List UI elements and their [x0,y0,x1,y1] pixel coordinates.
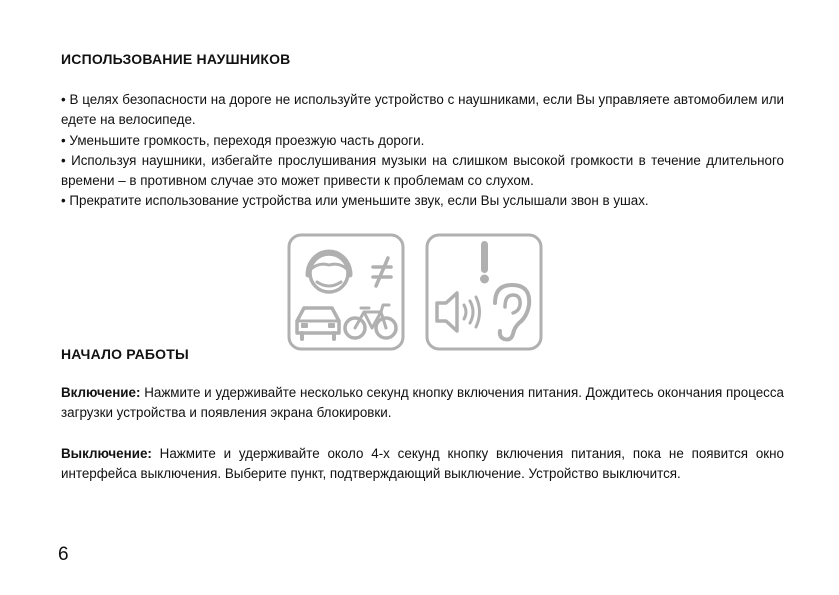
section-title-headphones: ИСПОЛЬЗОВАНИЕ НАУШНИКОВ [61,51,291,67]
power-off-paragraph [61,444,784,485]
power-on-paragraph [61,383,784,424]
bullet-item: • Прекратите использование устройства или уменьшите звук, если Вы услышали звон в ушах. [61,193,649,209]
bullet-item: • Уменьшите громкость, переходя проезжую часть дороги. [61,132,425,148]
power-off-label: Выключение: [61,446,152,461]
safety-bullet-list [61,90,784,212]
bullet-item: • В целях безопасности на дороге не используйте устройство с наушниками, если Вы управляете автомобилем или едете на велосипеде. [61,92,784,128]
headphones-not-while-driving-icon [287,233,405,356]
page-number: 6 [58,544,69,565]
power-on-text: Нажмите и удерживайте несколько секунд кнопку включения питания. Дождитесь окончания процесса загрузки устройства и появления экрана блокировки. [61,385,784,421]
power-off-text: Нажмите и удерживайте около 4-х секунд кнопку включения питания, пока не появится окно интерфейса выключения. Выберите пункт, подтверждающий выключение. Устройство выключится. [61,446,784,482]
section-title-getting-started: НАЧАЛО РАБОТЫ [61,346,189,362]
bullet-item: • Используя наушники, избегайте прослушивания музыки на слишком высокой громкости в течение длительного времени – в противном случае это может привести к проблемам со слухом. [61,152,784,189]
power-on-label: Включение: [61,385,141,400]
loud-sound-ear-warning-icon [425,233,543,356]
